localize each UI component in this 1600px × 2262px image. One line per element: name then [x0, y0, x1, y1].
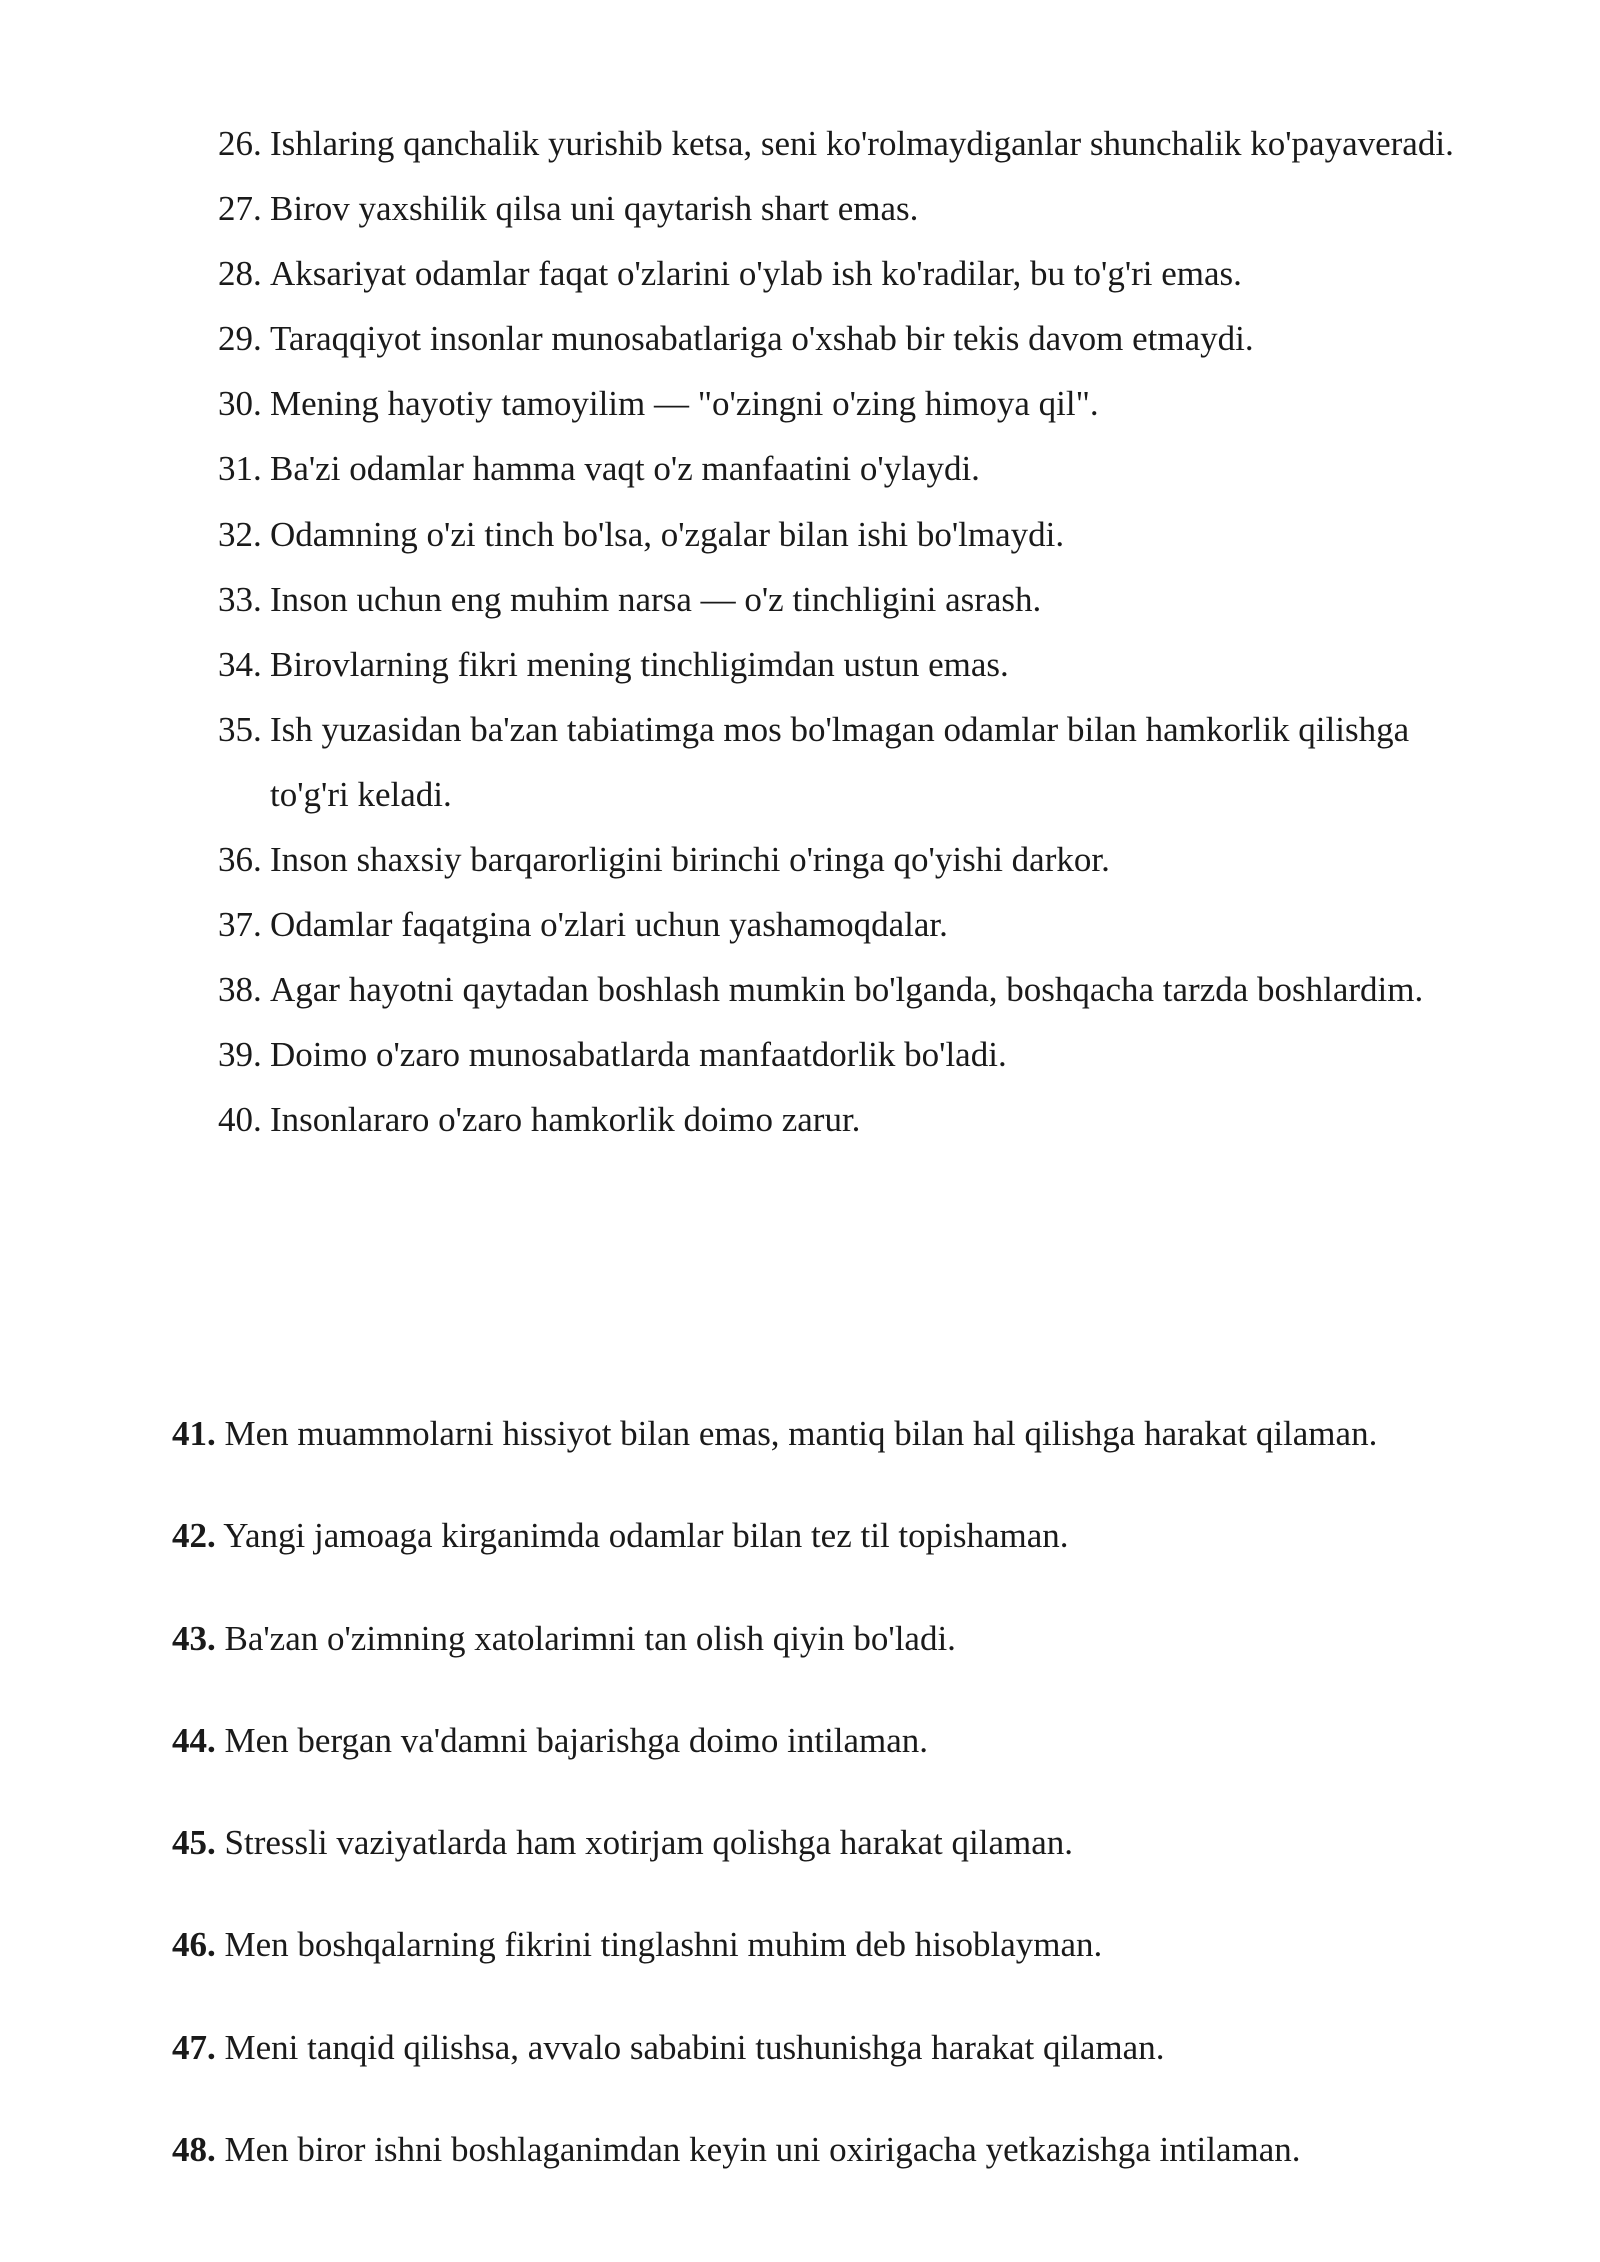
item-number: 27.: [218, 189, 262, 229]
list-item: [172, 1916, 1502, 2018]
item-text: Men bergan va'damni bajarishga doimo intilaman.: [224, 1720, 929, 1760]
item-text: Inson shaxsiy barqarorligini birinchi o'ringa qo'yishi darkor.: [270, 840, 1110, 880]
item-number: 28.: [218, 254, 262, 294]
item-text: Stressli vaziyatlarda ham xotirjam qolishga harakat qilaman.: [224, 1823, 1073, 1863]
item-text: Doimo o'zaro munosabatlarda manfaatdorlik bo'ladi.: [270, 1035, 1007, 1075]
list-item: [218, 176, 1458, 241]
item-number: 45.: [172, 1823, 216, 1863]
item-text: Men muammolarni hissiyot bilan emas, mantiq bilan hal qilishga harakat qilaman.: [224, 1414, 1378, 1453]
list-item: [218, 567, 1458, 632]
item-text: Ba'zi odamlar hamma vaqt o'z manfaatini o'ylaydi.: [270, 449, 980, 489]
item-text: Men biror ishni boshlaganimdan keyin uni oxirigacha yetkazishga intilaman.: [224, 2130, 1301, 2170]
item-number: 39.: [218, 1035, 262, 1075]
item-text: Agar hayotni qaytadan boshlash mumkin bo'lganda, boshqacha tarzda boshlardim.: [270, 970, 1424, 1010]
list-item: [218, 1022, 1458, 1087]
item-number: 48.: [172, 2130, 216, 2170]
item-text: Aksariyat odamlar faqat o'zlarini o'ylab ish ko'radilar, bu to'g'ri emas.: [270, 254, 1242, 294]
item-text: Ish yuzasidan ba'zan tabiatimga mos bo'lmagan odamlar bilan hamkorlik qilishga to'g'ri keladi.: [270, 709, 1410, 814]
item-number: 40.: [218, 1100, 262, 1140]
item-text: Birovlarning fikri mening tinchligimdan ustun emas.: [270, 644, 1009, 684]
item-text: Ba'zan o'zimning xatolarimni tan olish qiyin bo'ladi.: [224, 1618, 956, 1658]
item-number: 41.: [172, 1414, 216, 1453]
item-number: 34.: [218, 644, 262, 684]
list-item: [218, 957, 1458, 1022]
item-number: 36.: [218, 840, 262, 880]
item-text: Yangi jamoaga kirganimda odamlar bilan tez til topishaman.: [223, 1516, 1069, 1556]
list-item: [218, 436, 1458, 501]
item-number: 30.: [218, 384, 262, 424]
list-item: [218, 827, 1458, 892]
item-text: Birov yaxshilik qilsa uni qaytarish shart emas.: [270, 189, 919, 229]
statement-list-numbered: [218, 111, 1458, 1153]
item-number: 33.: [218, 579, 262, 619]
list-item: [172, 1712, 1502, 1814]
item-number: 37.: [218, 905, 262, 945]
list-item: [218, 1087, 1458, 1152]
list-item: [218, 697, 1458, 827]
item-number: 46.: [172, 1925, 216, 1965]
item-number: 44.: [172, 1720, 216, 1760]
list-item: [218, 502, 1458, 567]
list-item: [218, 306, 1458, 371]
list-item: [172, 2019, 1502, 2121]
list-item: [218, 892, 1458, 957]
item-text: Men boshqalarning fikrini tinglashni muhim deb hisoblayman.: [224, 1925, 1103, 1965]
list-item: [218, 111, 1458, 176]
item-text: Odamning o'zi tinch bo'lsa, o'zgalar bilan ishi bo'lmaydi.: [270, 514, 1065, 554]
item-text: Ishlaring qanchalik yurishib ketsa, seni ko'rolmaydiganlar shunchalik ko'payaveradi.: [270, 124, 1454, 163]
item-text: Inson uchun eng muhim narsa — o'z tinchligini asrash.: [270, 579, 1042, 619]
item-text: Odamlar faqatgina o'zlari uchun yashamoqdalar.: [270, 905, 948, 945]
list-item: [218, 371, 1458, 436]
item-text: Mening hayotiy tamoyilim — "o'zingni o'zing himoya qil".: [270, 384, 1099, 424]
item-text: Taraqqiyot insonlar munosabatlariga o'xshab bir tekis davom etmaydi.: [270, 319, 1254, 359]
list-item: [172, 2121, 1502, 2223]
list-item: [218, 241, 1458, 306]
item-number: 29.: [218, 319, 262, 359]
list-item: [172, 1405, 1502, 1507]
item-number: 38.: [218, 970, 262, 1010]
item-number: 47.: [172, 2027, 216, 2067]
list-item: [172, 1814, 1502, 1916]
item-number: 26.: [218, 124, 262, 163]
item-number: 42.: [172, 1516, 216, 1556]
list-item: [172, 1610, 1502, 1712]
item-number: 31.: [218, 449, 262, 489]
item-text: Meni tanqid qilishsa, avvalo sababini tushunishga harakat qilaman.: [224, 2027, 1165, 2067]
list-item: [172, 1507, 1502, 1609]
item-number: 43.: [172, 1618, 216, 1658]
item-number: 35.: [218, 709, 262, 749]
item-text: Insonlararo o'zaro hamkorlik doimo zarur.: [270, 1100, 861, 1140]
statement-list-bold-numbered: [172, 1405, 1502, 2223]
list-item: [218, 632, 1458, 697]
item-number: 32.: [218, 514, 262, 554]
